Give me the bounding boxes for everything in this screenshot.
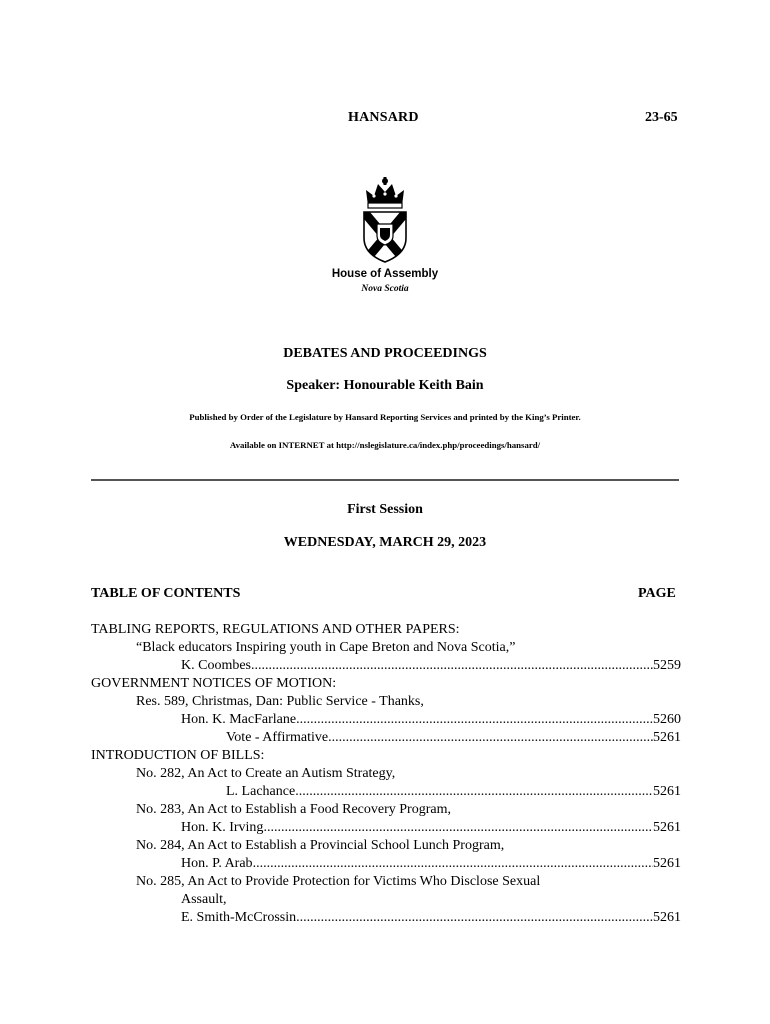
leader-dots bbox=[251, 657, 653, 675]
toc-entry-page: 5261 bbox=[653, 820, 681, 835]
issue-number: 23-65 bbox=[645, 110, 678, 125]
toc-entry-speaker: Hon. P. Arab bbox=[181, 856, 253, 871]
toc-item-title: No. 282, An Act to Create an Autism Strategy, bbox=[136, 766, 396, 781]
toc-entry-speaker: K. Coombes bbox=[181, 658, 251, 673]
toc-entry bbox=[181, 819, 681, 837]
available-note: Available on INTERNET at http://nslegislature.ca/index.php/proceedings/hansard/ bbox=[229, 440, 541, 450]
toc-entry-page: 5261 bbox=[653, 856, 681, 871]
toc-entry bbox=[181, 855, 681, 873]
toc-item-title-cont: Assault, bbox=[181, 892, 227, 907]
toc-item-title: “Black educators Inspiring youth in Cape Breton and Nova Scotia,” bbox=[136, 640, 516, 655]
session-title: First Session bbox=[347, 502, 423, 517]
toc-entry-speaker: Hon. K. Irving bbox=[181, 820, 264, 835]
toc-entry-speaker: Hon. K. MacFarlane bbox=[181, 712, 297, 727]
speaker-line: Speaker: Honourable Keith Bain bbox=[286, 378, 484, 393]
toc-heading: TABLE OF CONTENTS bbox=[91, 586, 241, 601]
leader-dots bbox=[296, 711, 653, 729]
published-note: Published by Order of the Legislature by Hansard Reporting Services and printed by the King’s Printer. bbox=[189, 412, 581, 422]
toc-entry-speaker: E. Smith-McCrossin bbox=[181, 910, 297, 925]
assembly-province: Nova Scotia bbox=[361, 284, 409, 294]
leader-dots bbox=[296, 909, 653, 927]
toc-entry bbox=[226, 729, 681, 747]
nova-scotia-crest-logo bbox=[358, 176, 412, 264]
toc-entry bbox=[181, 711, 681, 729]
sitting-date: WEDNESDAY, MARCH 29, 2023 bbox=[283, 535, 487, 550]
divider-rule bbox=[91, 479, 679, 481]
toc-entry-page: 5260 bbox=[653, 712, 681, 727]
toc-entry-page: 5261 bbox=[653, 784, 681, 799]
toc-entry-page: 5259 bbox=[653, 658, 681, 673]
toc-entry-speaker: L. Lachance bbox=[226, 784, 296, 799]
toc-entry bbox=[181, 657, 681, 675]
toc-section-heading: TABLING REPORTS, REGULATIONS AND OTHER PAPERS: bbox=[91, 622, 460, 637]
toc-item-title: No. 284, An Act to Establish a Provincial School Lunch Program, bbox=[136, 838, 505, 853]
toc-item-title: No. 285, An Act to Provide Protection for Victims Who Disclose Sexual bbox=[136, 874, 541, 889]
leader-dots bbox=[263, 819, 653, 837]
leader-dots bbox=[295, 783, 653, 801]
debates-title: DEBATES AND PROCEEDINGS bbox=[283, 346, 487, 361]
leader-dots bbox=[253, 855, 653, 873]
toc-entry-speaker: Vote - Affirmative bbox=[226, 730, 329, 745]
toc-item-title: Res. 589, Christmas, Dan: Public Service - Thanks, bbox=[136, 694, 424, 709]
leader-dots bbox=[328, 729, 653, 747]
assembly-name: House of Assembly bbox=[331, 268, 439, 280]
toc-item-title: No. 283, An Act to Establish a Food Recovery Program, bbox=[136, 802, 451, 817]
toc-page-heading: PAGE bbox=[638, 586, 676, 601]
toc-section-heading: INTRODUCTION OF BILLS: bbox=[91, 748, 265, 763]
toc-entry-page: 5261 bbox=[653, 730, 681, 745]
toc-entry bbox=[226, 783, 681, 801]
toc-section-heading: GOVERNMENT NOTICES OF MOTION: bbox=[91, 676, 337, 691]
toc-entry-page: 5261 bbox=[653, 910, 681, 925]
toc-entry bbox=[181, 909, 681, 927]
running-header-title: HANSARD bbox=[348, 110, 419, 125]
